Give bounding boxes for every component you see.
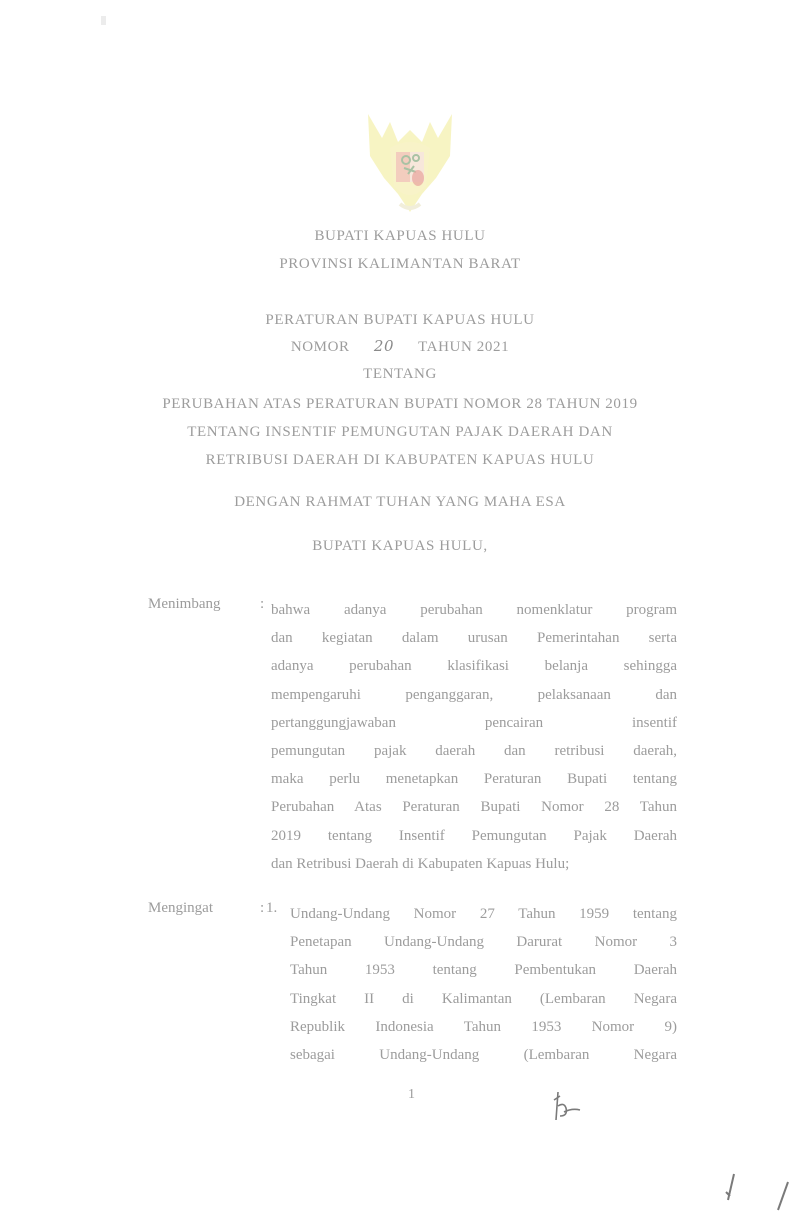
menimbang-line: bahwa adanya perubahan nomenklatur program <box>271 602 677 618</box>
nomor-label: NOMOR <box>290 339 350 355</box>
menimbang-colon: : <box>260 596 265 612</box>
tentang-heading: TENTANG <box>363 366 437 382</box>
menimbang-line: dan Retribusi Daerah di Kabupaten Kapuas Hulu; <box>271 855 570 872</box>
menimbang-line: mempengaruhi penganggaran, pelaksanaan dan <box>271 686 677 703</box>
garuda-emblem-icon <box>360 108 460 216</box>
subject-line-3: RETRIBUSI DAERAH DI KABUPATEN KAPUAS HULU <box>205 452 595 468</box>
tahun-label: TAHUN <box>418 339 473 355</box>
nomor-row <box>0 337 800 356</box>
menimbang-line: adanya perubahan klasifikasi belanja sehingga <box>271 658 677 675</box>
regulation-type: PERATURAN BUPATI KAPUAS HULU <box>265 312 535 328</box>
paraf-signature-icon <box>550 1090 586 1131</box>
menimbang-line: pertanggungjawaban pencairan insentif <box>271 714 677 731</box>
subject-line-2: TENTANG INSENTIF PEMUNGUTAN PAJAK DAERAH DAN <box>187 424 613 440</box>
mengingat-line: sebagai Undang-Undang (Lembaran Negara <box>290 1046 677 1063</box>
mengingat-line: Tingkat II di Kalimantan (Lembaran Negara <box>290 990 677 1007</box>
menimbang-line: dan kegiatan dalam urusan Pemerintahan serta <box>271 630 677 647</box>
mengingat-line: Tahun 1953 tentang Pembentukan Daerah <box>290 962 677 979</box>
paraf-mark-icon <box>774 1180 792 1219</box>
mengingat-item-number: 1. <box>266 900 278 916</box>
page-number: 1 <box>408 1087 415 1102</box>
issuer: BUPATI KAPUAS HULU, <box>312 538 488 554</box>
scan-speck <box>101 16 106 25</box>
paraf-mark-icon <box>722 1170 742 1211</box>
mengingat-line: Undang-Undang Nomor 27 Tahun 1959 tentang <box>290 906 677 922</box>
mengingat-line: Penetapan Undang-Undang Darurat Nomor 3 <box>290 934 677 951</box>
subject-line-1: PERUBAHAN ATAS PERATURAN BUPATI NOMOR 28 TAHUN 2019 <box>162 396 638 412</box>
nomor-value: 20 <box>373 337 395 355</box>
menimbang-line: maka perlu menetapkan Peraturan Bupati tentang <box>271 771 677 788</box>
province-heading: PROVINSI KALIMANTAN BARAT <box>279 256 521 272</box>
authority-heading: BUPATI KAPUAS HULU <box>314 228 486 244</box>
mengingat-colon: : <box>260 900 265 916</box>
menimbang-label: Menimbang <box>148 596 221 612</box>
menimbang-line: 2019 tentang Insentif Pemungutan Pajak Daerah <box>271 827 677 844</box>
invocation: DENGAN RAHMAT TUHAN YANG MAHA ESA <box>234 494 566 510</box>
mengingat-line: Republik Indonesia Tahun 1953 Nomor 9) <box>290 1018 677 1035</box>
mengingat-label: Mengingat <box>148 900 213 916</box>
tahun-value: 2021 <box>476 339 510 355</box>
menimbang-line: Perubahan Atas Peraturan Bupati Nomor 28 Tahun <box>271 799 677 816</box>
mengingat-item-text <box>290 900 677 1069</box>
menimbang-line: pemungutan pajak daerah dan retribusi daerah, <box>271 742 677 759</box>
menimbang-text <box>271 596 677 878</box>
